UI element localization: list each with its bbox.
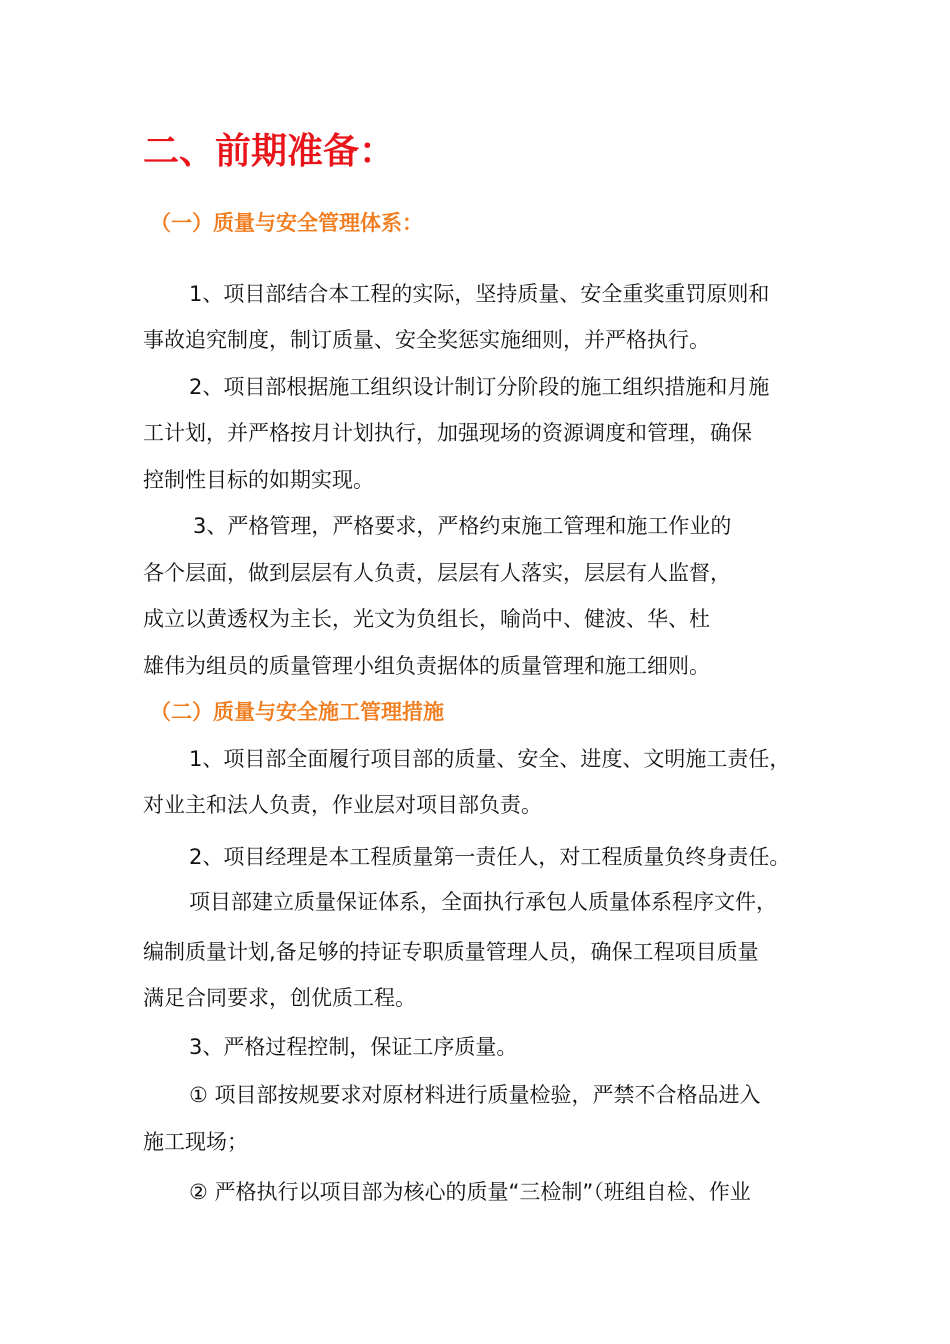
- paragraph-line: 对业主和法人负责，作业层对项目部负责。: [143, 793, 542, 817]
- paragraph-line: 工计划，并严格按月计划执行，加强现场的资源调度和管理，确保: [143, 421, 752, 445]
- paragraph-line: 满足合同要求，创优质工程。: [143, 986, 416, 1010]
- paragraph-line: 施工现场；: [143, 1130, 248, 1154]
- paragraph-line: 雄伟为组员的质量管理小组负责据体的质量管理和施工细则。: [143, 654, 710, 678]
- paragraph-line: 事故追究制度，制订质量、安全奖惩实施细则，并严格执行。: [143, 328, 710, 352]
- paragraph-line: 2、项目经理是本工程质量第一责任人，对工程质量负终身责任。: [189, 845, 791, 869]
- paragraph-line: 1、项目部全面履行项目部的质量、安全、进度、文明施工责任，: [189, 747, 791, 771]
- paragraph-line: 控制性目标的如期实现。: [143, 468, 374, 492]
- section-heading-1: （一）质量与安全管理体系：: [150, 211, 423, 235]
- paragraph-line: 1、项目部结合本工程的实际，坚持质量、安全重奖重罚原则和: [189, 282, 770, 306]
- paragraph-line: 项目部建立质量保证体系，全面执行承包人质量体系程序文件，: [189, 890, 777, 914]
- paragraph-line: ② 严格执行以项目部为核心的质量“三检制”（班组自检、作业: [189, 1180, 751, 1204]
- paragraph-line: 3、严格过程控制，保证工序质量。: [189, 1035, 518, 1059]
- paragraph-line: 2、项目部根据施工组织设计制订分阶段的施工组织措施和月施: [189, 375, 770, 399]
- paragraph-line: 各个层面，做到层层有人负责，层层有人落实，层层有人监督，: [143, 561, 731, 585]
- paragraph-line: 3、严格管理，严格要求，严格约束施工管理和施工作业的: [193, 514, 732, 538]
- paragraph-line: 编制质量计划,备足够的持证专职质量管理人员，确保工程项目质量: [143, 940, 759, 964]
- paragraph-line: ① 项目部按规要求对原材料进行质量检验，严禁不合格品进入: [189, 1083, 761, 1107]
- paragraph-line: 成立以黄透权为主长，光文为负组长，喻尚中、健波、华、杜: [143, 607, 710, 631]
- page-title: 二、前期准备：: [143, 131, 396, 172]
- section-heading-2: （二）质量与安全施工管理措施: [150, 700, 444, 724]
